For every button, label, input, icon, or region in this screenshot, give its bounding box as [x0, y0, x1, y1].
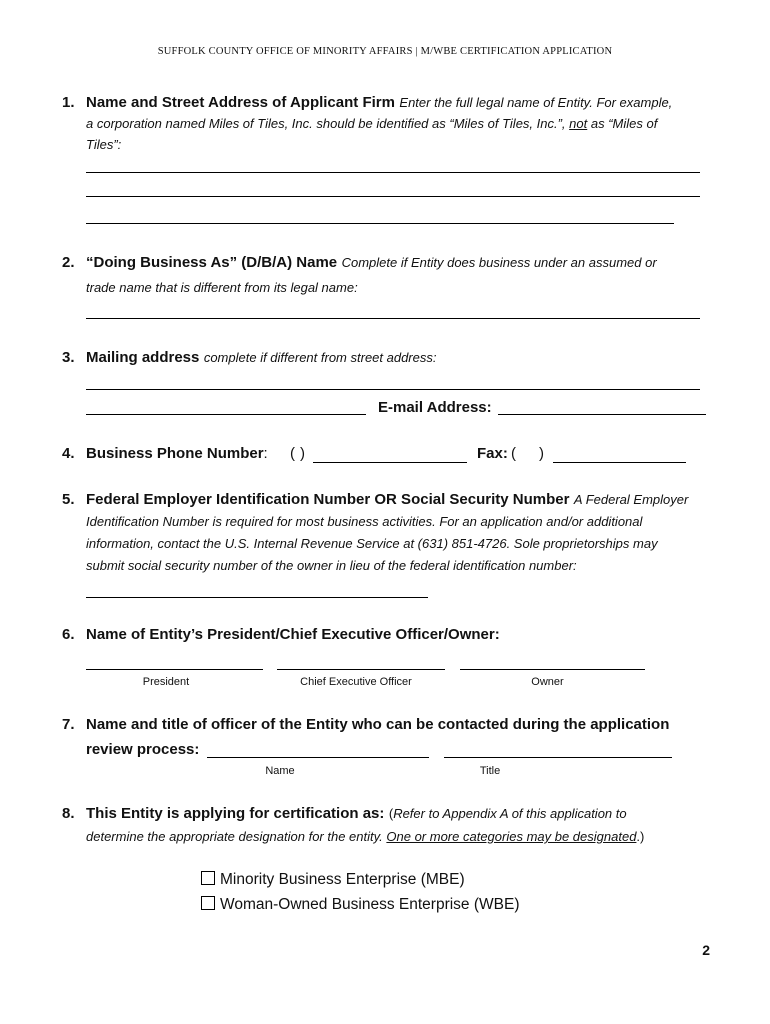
section-2-instruction-1: Complete if Entity does business under an assumed or: [341, 255, 657, 270]
phone-area-close: ): [300, 445, 305, 462]
contact-title-field[interactable]: [444, 757, 672, 758]
phone-label: Business Phone Number: [86, 445, 264, 462]
section-5-instruction-1: A Federal Employer: [573, 492, 689, 507]
section-3-title: Mailing address: [86, 349, 200, 366]
fax-label: Fax:: [477, 445, 508, 462]
mbe-checkbox[interactable]: [201, 871, 215, 885]
contact-title-caption: Title: [479, 765, 501, 777]
section-5-instruction-4: submit social security number of the owner in lieu of the federal identification number:: [86, 558, 577, 573]
section-6-number: 6.: [62, 626, 75, 643]
section-8: 8. This Entity is applying for certification as: (Refer to Appendix A of this application to determine the appropriate designation for the entity. One or more categories may be designated.): [62, 804, 722, 847]
section-8-emphasis: One or more categories may be designated: [386, 829, 637, 844]
section-1: [62, 93, 712, 155]
contact-name-field[interactable]: [207, 757, 429, 758]
email-label: E-mail Address:: [378, 399, 492, 416]
section-1-instruction-1: Enter the full legal name of Entity. For example,: [399, 95, 673, 110]
section-1-instruction-2: a corporation named Miles of Tiles, Inc. should be identified as “Miles of Tiles, Inc.”, not as “Miles of: [86, 116, 658, 131]
section-7-number: 7.: [62, 716, 75, 733]
legal-name-line-3[interactable]: [86, 223, 674, 224]
section-5-instruction-3: information, contact the U.S. Internal Revenue Service at (631) 851-4726. Sole proprietorships may: [86, 536, 658, 551]
section-4: 4. Business Phone Number:: [62, 445, 268, 462]
dba-name-line[interactable]: [86, 318, 700, 319]
section-3-number: 3.: [62, 349, 75, 366]
wbe-checkbox[interactable]: [201, 896, 215, 910]
president-field[interactable]: [86, 669, 263, 670]
ceo-caption: Chief Executive Officer: [300, 676, 412, 688]
section-7-title-2: review process:: [86, 741, 200, 758]
section-7: [62, 715, 722, 760]
mailing-address-line-2[interactable]: [86, 414, 366, 415]
option-wbe[interactable]: [201, 896, 519, 914]
owner-caption: Owner: [531, 676, 564, 688]
ein-ssn-field[interactable]: [86, 597, 428, 598]
section-1-title: Name and Street Address of Applicant Firm: [86, 94, 395, 111]
page-header: SUFFOLK COUNTY OFFICE OF MINORITY AFFAIRS | M/WBE CERTIFICATION APPLICATION: [157, 46, 613, 57]
section-8-title: This Entity is applying for certification as:: [86, 805, 385, 822]
contact-name-caption: Name: [265, 765, 295, 777]
section-2: [62, 253, 712, 298]
phone-number-field[interactable]: [313, 462, 467, 463]
fax-area-open: (: [511, 445, 516, 462]
legal-name-line-1[interactable]: [86, 172, 700, 173]
section-6-title: Name of Entity’s President/Chief Executive Officer/Owner:: [86, 626, 500, 643]
section-5-title: Federal Employer Identification Number OR Social Security Number: [86, 491, 570, 508]
page-number: 2: [702, 942, 710, 958]
mailing-address-line-1[interactable]: [86, 389, 700, 390]
fax-area-code-field[interactable]: [520, 445, 538, 465]
owner-field[interactable]: [460, 669, 645, 670]
wbe-label: Woman-Owned Business Enterprise (WBE): [220, 896, 520, 913]
section-5: [62, 490, 722, 577]
section-5-number: 5.: [62, 491, 75, 508]
mbe-label: Minority Business Enterprise (MBE): [220, 871, 465, 888]
section-2-title: “Doing Business As” (D/B/A) Name: [86, 254, 338, 271]
section-8-number: 8.: [62, 805, 75, 822]
section-1-instruction-3: Tiles”:: [86, 137, 122, 152]
president-caption: President: [142, 676, 190, 688]
section-8-instruction-2: determine the appropriate designation for the entity. One or more categories may be designated.): [86, 829, 645, 844]
emphasis-not: not: [569, 116, 588, 131]
section-2-instruction-2: trade name that is different from its legal name:: [86, 280, 358, 295]
section-3-instruction: complete if different from street address:: [203, 350, 437, 365]
section-1-number: 1.: [62, 94, 75, 111]
phone-area-open: (: [290, 445, 295, 462]
section-7-title-1: Name and title of officer of the Entity who can be contacted during the application: [86, 716, 670, 733]
fax-area-close: ): [539, 445, 544, 462]
email-field[interactable]: [498, 414, 706, 415]
ceo-field[interactable]: [277, 669, 445, 670]
section-2-number: 2.: [62, 254, 75, 271]
fax-number-field[interactable]: [553, 462, 686, 463]
section-6: [62, 626, 712, 644]
option-mbe[interactable]: [201, 871, 465, 889]
section-3: [62, 349, 712, 367]
legal-name-line-2[interactable]: [86, 196, 700, 197]
section-5-instruction-2: Identification Number is required for most business activities. For an application and/or additional: [86, 514, 643, 529]
section-4-number: 4.: [62, 445, 75, 462]
section-8-instruction-1: Refer to Appendix A of this application to: [393, 806, 627, 821]
